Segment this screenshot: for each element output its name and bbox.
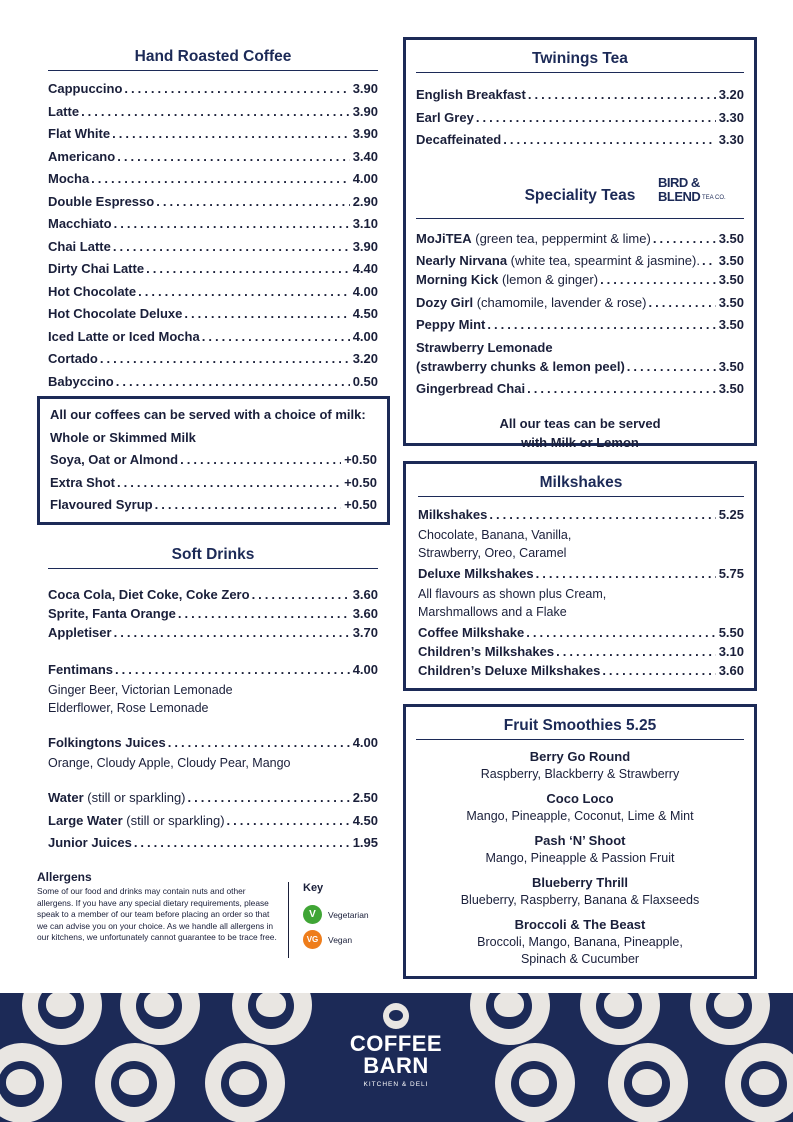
menu-item: Hot Chocolate Deluxe . . . 4.50 bbox=[48, 306, 378, 329]
allergens-section bbox=[37, 870, 282, 944]
menu-item: Appletiser . . . 3.70 bbox=[48, 625, 378, 644]
menu-item: Coca Cola, Diet Coke, Coke Zero . . . 3.60 bbox=[48, 587, 378, 606]
menu-item: Fentimans . . . 4.00 bbox=[48, 662, 378, 681]
latte-art-icon bbox=[470, 993, 550, 1045]
coffee-title: Hand Roasted Coffee bbox=[48, 48, 378, 71]
milkshakes-title: Milkshakes bbox=[418, 474, 744, 497]
menu-item: Milkshakes . . . 5.25 bbox=[418, 507, 744, 526]
logo-cup-icon bbox=[383, 1003, 409, 1029]
menu-item: Chai Latte . . . 3.90 bbox=[48, 239, 378, 262]
menu-item: Children’s Milkshakes . . . 3.10 bbox=[418, 644, 744, 663]
menu-item: Large Water (still or sparkling) . . . 4.50 bbox=[48, 813, 378, 836]
latte-art-icon bbox=[580, 993, 660, 1045]
latte-art-icon bbox=[120, 993, 200, 1045]
allergens-title: Allergens bbox=[37, 870, 92, 884]
menu-item: Folkingtons Juices . . . 4.00 bbox=[48, 735, 378, 754]
menu-item: Dozy Girl (chamomile, lavender & rose) . . . 3.50 bbox=[416, 295, 744, 318]
allergens-text: Some of our food and drinks may contain nuts and other allergens. If you have any special dietary requirements, please speak to a member of our team before placing an order so that we can advise you on your choice. As we handle all allergens in our kitchens, we unfortunately cannot guarantee to be trace free. bbox=[37, 886, 277, 942]
menu-item: Macchiato . . . 3.10 bbox=[48, 216, 378, 239]
menu-item: Mocha . . . 4.00 bbox=[48, 171, 378, 194]
soft-drinks-title: Soft Drinks bbox=[48, 546, 378, 569]
item-description: Orange, Cloudy Apple, Cloudy Pear, Mango bbox=[48, 756, 291, 770]
smoothie-name: Coco Loco bbox=[546, 791, 614, 806]
smoothie-name: Berry Go Round bbox=[529, 749, 631, 764]
smoothie-desc: Blueberry, Raspberry, Banana & Flaxseeds bbox=[460, 893, 700, 907]
milk-standard: Whole or Skimmed Milk bbox=[50, 429, 196, 445]
latte-art-icon bbox=[690, 993, 770, 1045]
menu-item: Dirty Chai Latte . . . 4.40 bbox=[48, 261, 378, 284]
menu-item: Coffee Milkshake . . . 5.50 bbox=[418, 625, 744, 644]
menu-item: Junior Juices . . . 1.95 bbox=[48, 835, 378, 858]
item-description: Chocolate, Banana, Vanilla, bbox=[418, 528, 572, 542]
milk-options-box bbox=[37, 396, 390, 525]
coffee-barn-logo: COFFEE BARN KITCHEN & DELI bbox=[346, 1003, 446, 1088]
latte-art-icon bbox=[95, 1043, 175, 1122]
bird-blend-logo: BIRD & BLEND TEA CO. bbox=[658, 174, 726, 204]
key-label: Vegan bbox=[328, 934, 353, 945]
menu-item: Water (still or sparkling) . . . 2.50 bbox=[48, 790, 378, 813]
menu-item: Hot Chocolate . . . 4.00 bbox=[48, 284, 378, 307]
menu-item: Peppy Mint . . . 3.50 bbox=[416, 317, 744, 340]
menu-item: Babyccino . . . 0.50 bbox=[48, 374, 378, 397]
smoothie-desc: Raspberry, Blackberry & Strawberry bbox=[480, 767, 680, 781]
key-divider bbox=[288, 882, 289, 958]
menu-item: Earl Grey . . . 3.30 bbox=[416, 110, 744, 133]
menu-item: MoJiTEA (green tea, peppermint & lime) . . . 3.50 bbox=[416, 231, 744, 254]
latte-art-icon bbox=[608, 1043, 688, 1122]
menu-item: Cappuccino . . . 3.90 bbox=[48, 81, 378, 104]
latte-art-icon bbox=[205, 1043, 285, 1122]
menu-item: Children’s Deluxe Milkshakes . . . 3.60 bbox=[418, 663, 744, 682]
item-description: Elderflower, Rose Lemonade bbox=[48, 701, 209, 715]
coffee-section bbox=[48, 48, 378, 396]
smoothie-desc: Mango, Pineapple, Coconut, Lime & Mint bbox=[466, 809, 694, 823]
item-description: Ginger Beer, Victorian Lemonade bbox=[48, 683, 233, 697]
latte-art-icon bbox=[232, 993, 312, 1045]
menu-item: Sprite, Fanta Orange . . . 3.60 bbox=[48, 606, 378, 625]
menu-item: Flat White . . . 3.90 bbox=[48, 126, 378, 149]
menu-item: Soya, Oat or Almond . . . +0.50 bbox=[50, 452, 377, 475]
soft-drinks-section bbox=[48, 546, 378, 858]
menu-item: Decaffeinated . . . 3.30 bbox=[416, 132, 744, 155]
menu-item: Nearly Nirvana (white tea, spearmint & jasmine). . . . 3.50 bbox=[416, 253, 744, 272]
latte-art-icon bbox=[22, 993, 102, 1045]
menu-item: Flavoured Syrup . . . +0.50 bbox=[50, 497, 377, 520]
vegan-icon: VG bbox=[303, 930, 322, 949]
dietary-key bbox=[303, 882, 393, 952]
smoothie-desc: Mango, Pineapple & Passion Fruit bbox=[485, 851, 675, 865]
menu-item: Latte . . . 3.90 bbox=[48, 104, 378, 127]
key-title: Key bbox=[303, 882, 324, 894]
vegetarian-icon: V bbox=[303, 905, 322, 924]
menu-item: Double Espresso . . . 2.90 bbox=[48, 194, 378, 217]
menu-item: Americano . . . 3.40 bbox=[48, 149, 378, 172]
latte-art-icon bbox=[0, 1043, 62, 1122]
latte-art-icon bbox=[495, 1043, 575, 1122]
speciality-title: Speciality Teas bbox=[524, 186, 636, 204]
key-vegetarian bbox=[303, 902, 393, 927]
smoothies-title: Fruit Smoothies 5.25 bbox=[416, 717, 744, 740]
speciality-header bbox=[416, 173, 744, 219]
smoothie-name: Blueberry Thrill bbox=[531, 875, 629, 890]
smoothies-box bbox=[403, 704, 757, 979]
menu-item: Morning Kick (lemon & ginger) . . . 3.50 bbox=[416, 272, 744, 295]
menu-item: Strawberry Lemonade bbox=[416, 339, 553, 355]
footer-banner bbox=[0, 993, 793, 1122]
menu-item: Deluxe Milkshakes . . . 5.75 bbox=[418, 566, 744, 585]
smoothie-name: Pash ‘N’ Shoot bbox=[534, 833, 626, 848]
tea-title: Twinings Tea bbox=[416, 50, 744, 73]
item-description: Strawberry, Oreo, Caramel bbox=[418, 546, 567, 560]
menu-item: Extra Shot . . . +0.50 bbox=[50, 475, 377, 498]
milkshakes-box bbox=[403, 461, 757, 691]
smoothie-desc: Broccoli, Mango, Banana, Pineapple, bbox=[477, 935, 683, 949]
key-vegan bbox=[303, 927, 393, 952]
item-description: All flavours as shown plus Cream, bbox=[418, 587, 607, 601]
menu-item: (strawberry chunks & lemon peel) . . . 3.50 bbox=[416, 359, 744, 382]
tea-note: All our teas can be served with Milk or Lemon bbox=[499, 415, 661, 450]
menu-item: Iced Latte or Iced Mocha . . . 4.00 bbox=[48, 329, 378, 352]
smoothie-name: Broccoli & The Beast bbox=[514, 917, 646, 932]
menu-item: Cortado . . . 3.20 bbox=[48, 351, 378, 374]
milk-intro: All our coffees can be served with a choice of milk: bbox=[50, 407, 366, 422]
latte-art-icon bbox=[725, 1043, 793, 1122]
item-description: Marshmallows and a Flake bbox=[418, 605, 567, 619]
smoothie-desc: Spinach & Cucumber bbox=[520, 952, 640, 966]
tea-box bbox=[403, 37, 757, 450]
key-label: Vegetarian bbox=[328, 909, 369, 920]
menu-item: Gingerbread Chai . . . 3.50 bbox=[416, 381, 744, 404]
menu-item: English Breakfast . . . 3.20 bbox=[416, 87, 744, 110]
